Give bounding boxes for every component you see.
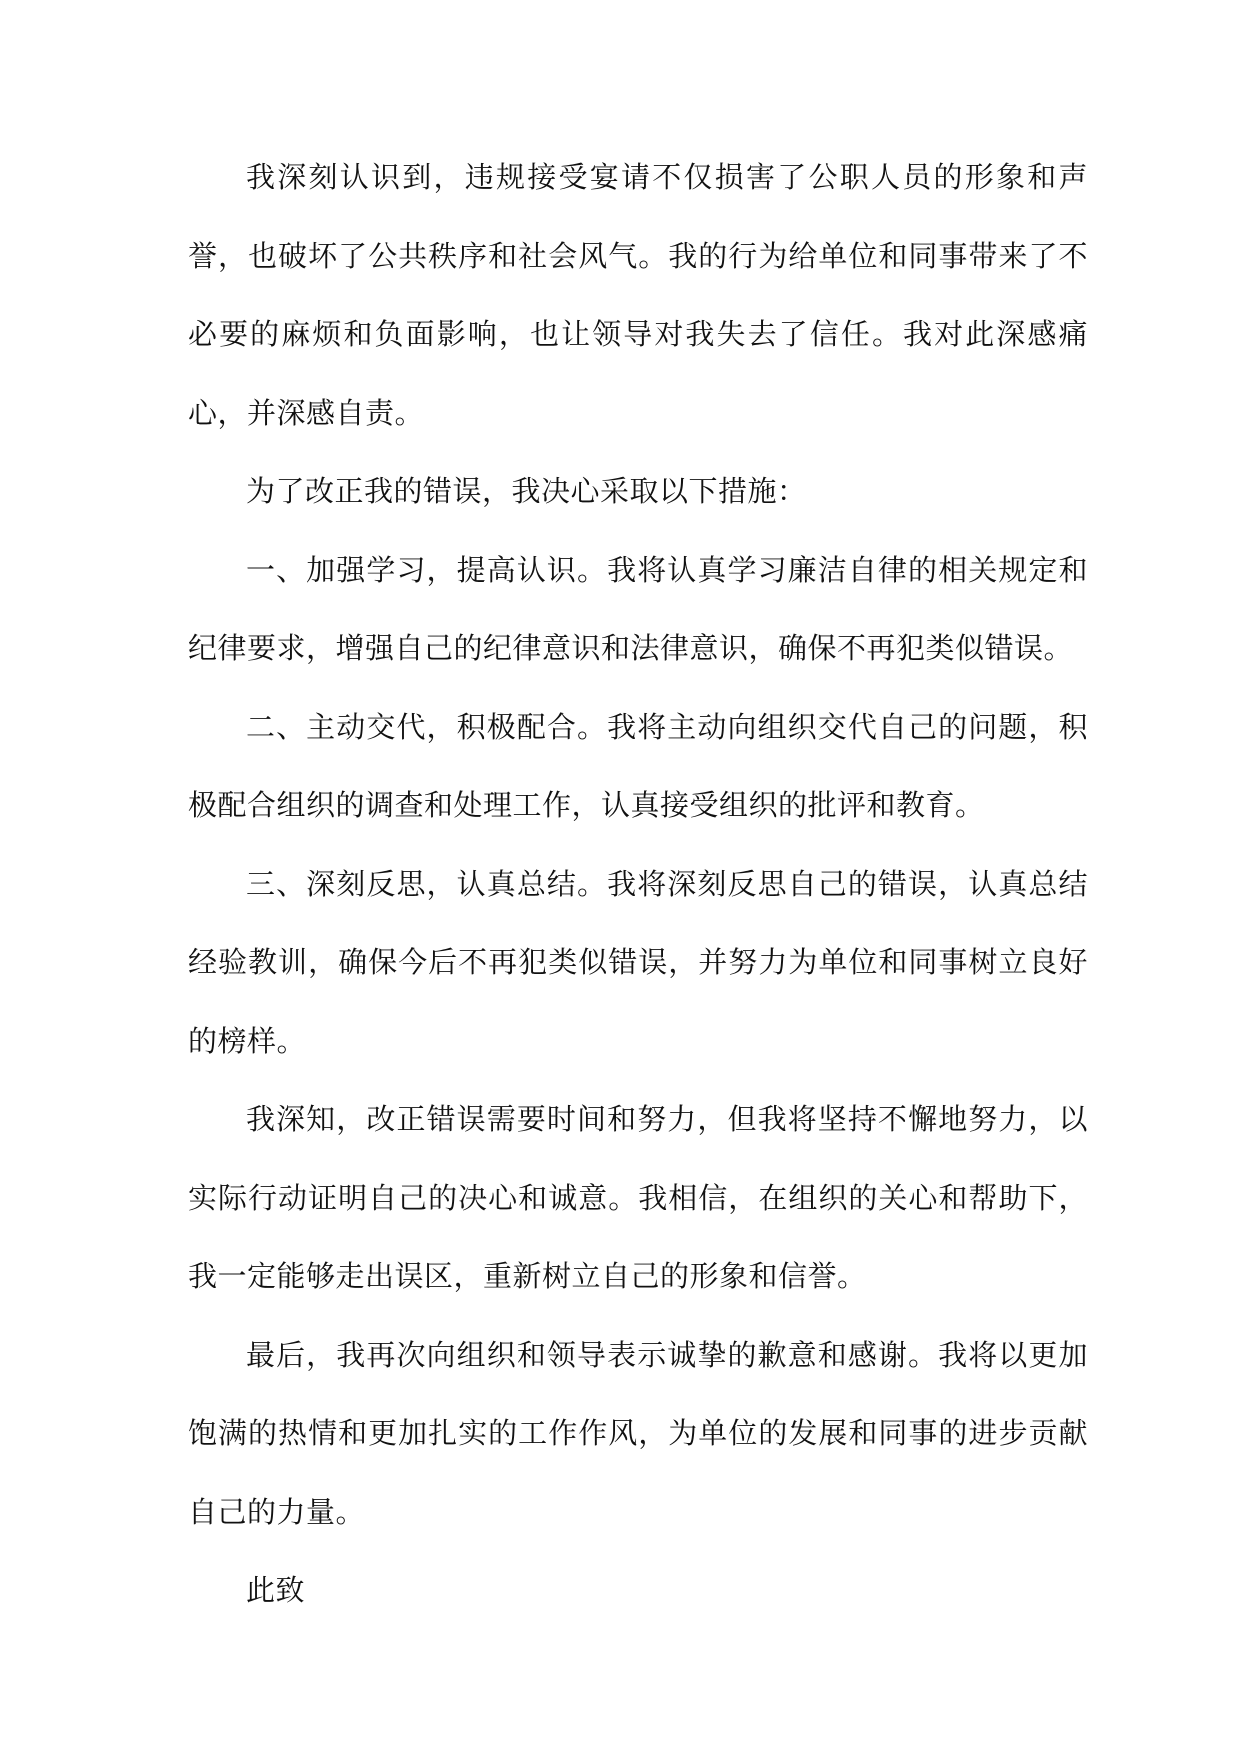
document-body xyxy=(188,138,1088,1630)
paragraph-commitment: 我深知，改正错误需要时间和努力，但我将坚持不懈地努力，以实际行动证明自己的决心和诚意。我相信，在组织的关心和帮助下，我一定能够走出误区，重新树立自己的形象和信誉。 xyxy=(188,1102,1088,1293)
paragraph-measures-intro: 为了改正我的错误，我决心采取以下措施： xyxy=(246,474,807,508)
paragraph-measure-one: 一、加强学习，提高认识。我将认真学习廉洁自律的相关规定和纪律要求，增强自己的纪律意识和法律意识，确保不再犯类似错误。 xyxy=(188,552,1088,665)
paragraph-realization: 我深刻认识到，违规接受宴请不仅损害了公职人员的形象和声誉，也破坏了公共秩序和社会风气。我的行为给单位和同事带来了不必要的麻烦和负面影响，也让领导对我失去了信任。我对此深感痛心，并深感自责。 xyxy=(188,160,1088,430)
paragraph-closing: 最后，我再次向组织和领导表示诚挚的歉意和感谢。我将以更加饱满的热情和更加扎实的工作作风，为单位的发展和同事的进步贡献自己的力量。 xyxy=(188,1337,1088,1529)
paragraph-salutation: 此致 xyxy=(246,1573,306,1607)
paragraph-measure-three: 三、深刻反思，认真总结。我将深刻反思自己的错误，认真总结经验教训，确保今后不再犯类似错误，并努力为单位和同事树立良好的榜样。 xyxy=(188,866,1088,1058)
paragraph-measure-two: 二、主动交代，积极配合。我将主动向组织交代自己的问题，积极配合组织的调查和处理工作，认真接受组织的批评和教育。 xyxy=(188,709,1088,822)
